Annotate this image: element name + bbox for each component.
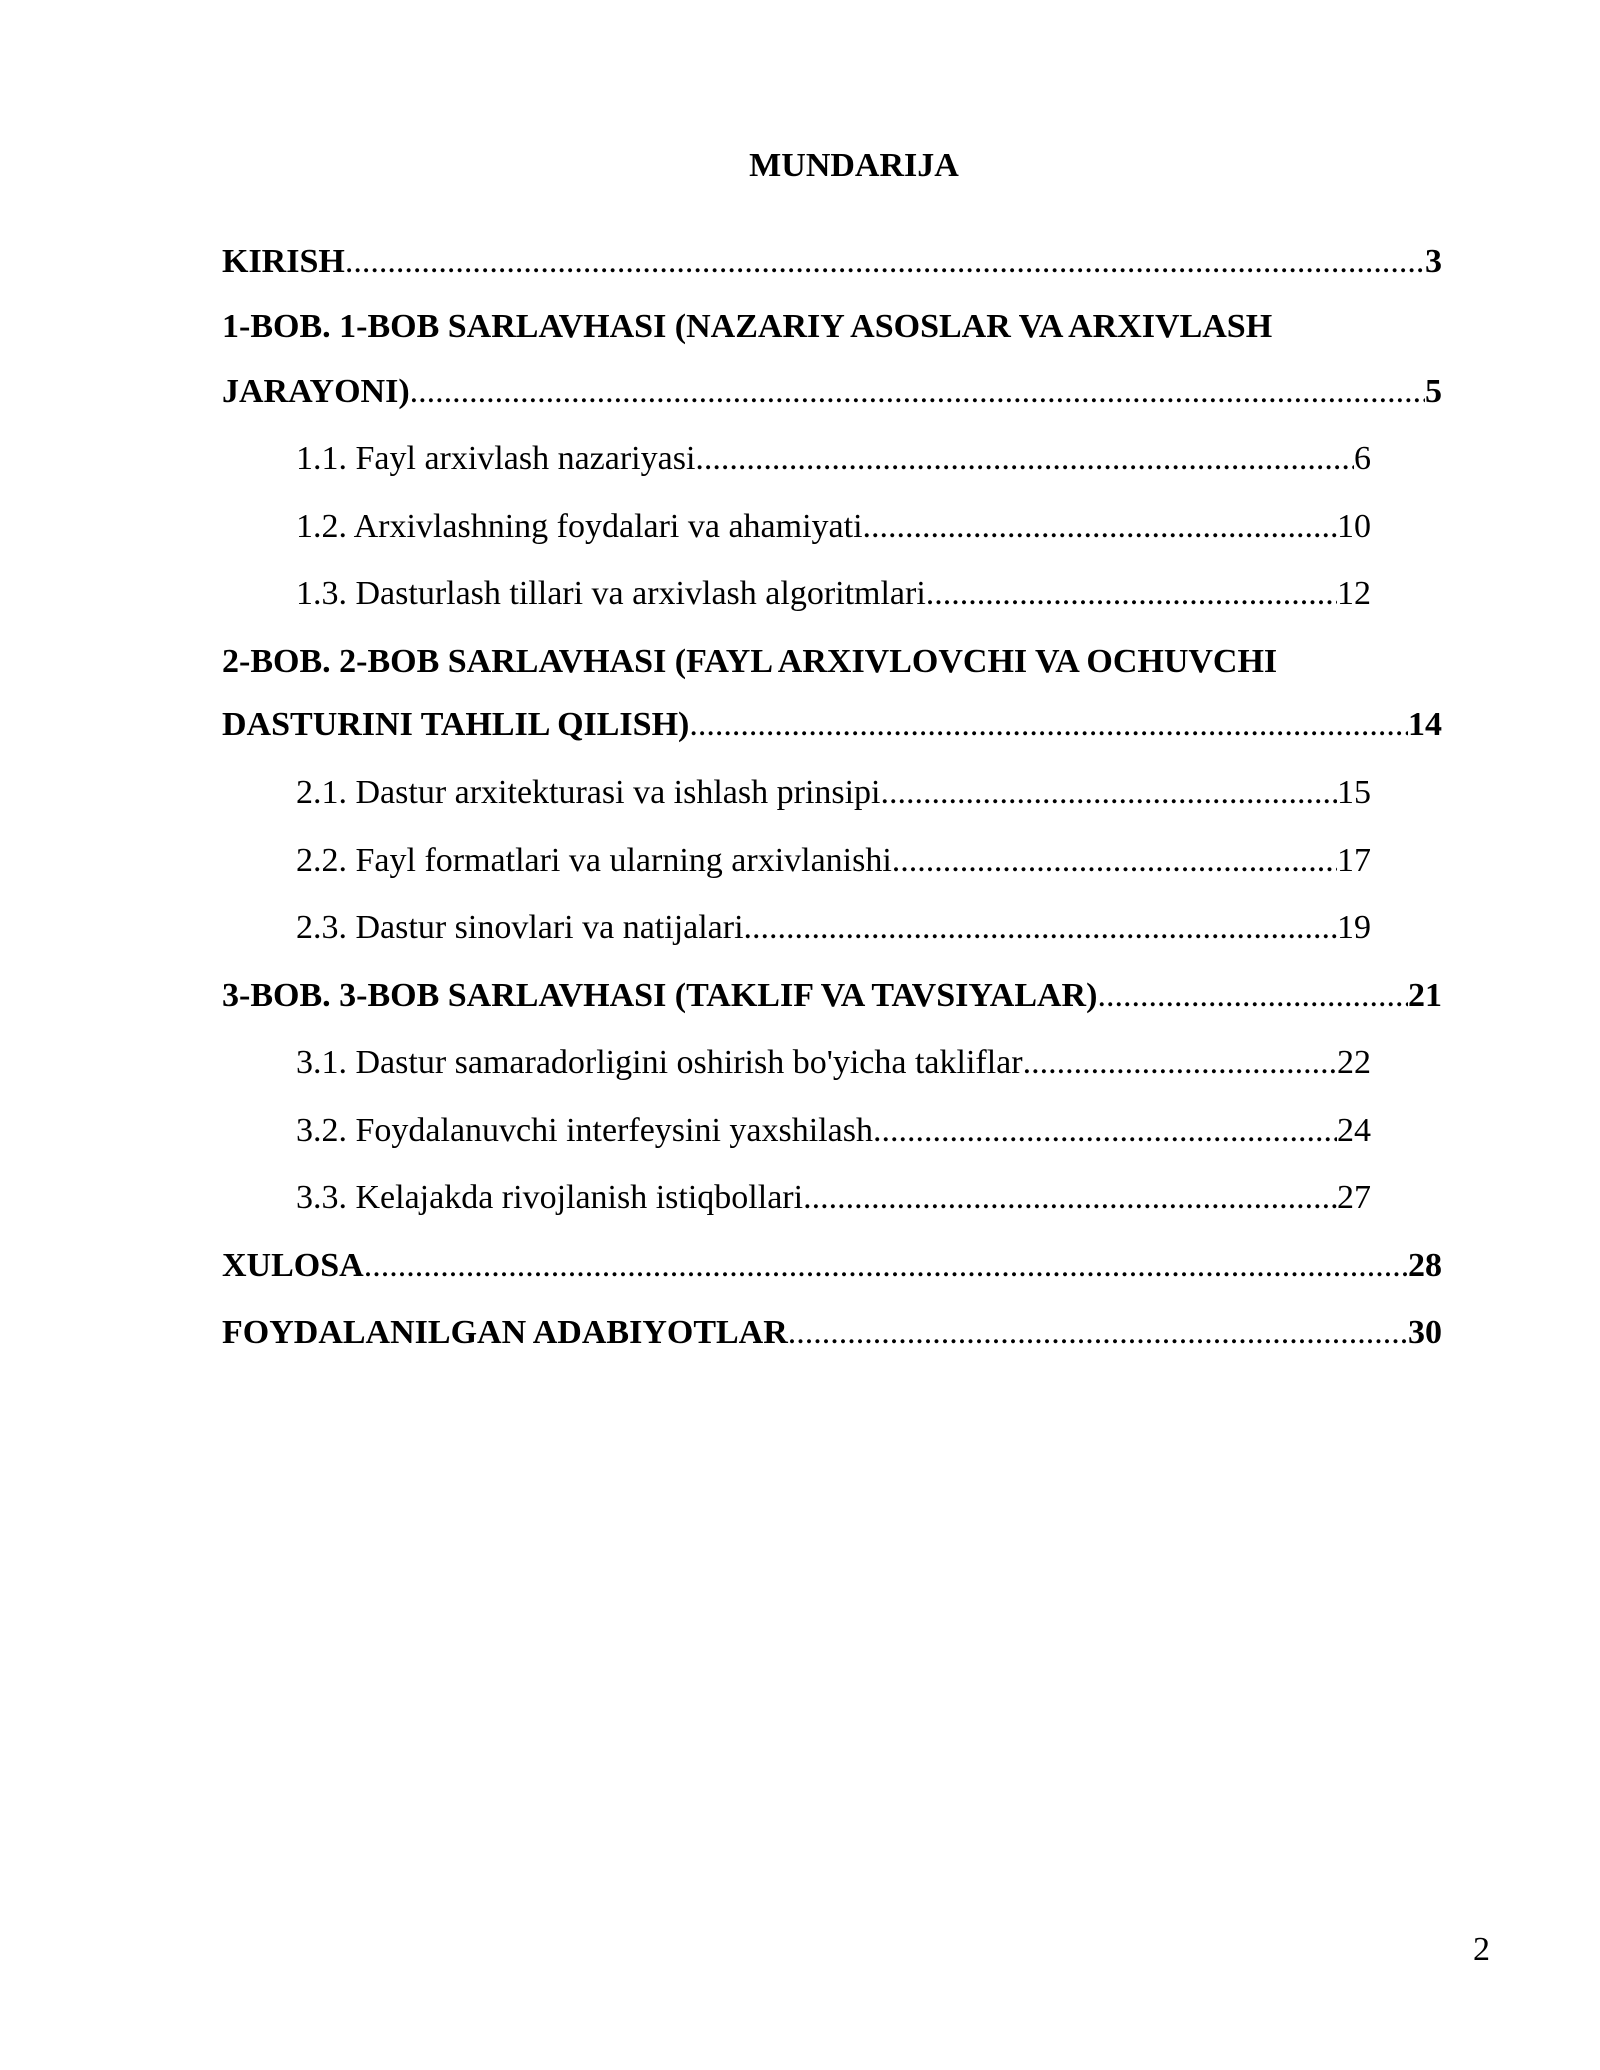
toc-entry-page: 12 bbox=[1337, 575, 1371, 612]
toc-entry-2-2[interactable] bbox=[296, 839, 1371, 883]
toc-entry-xulosa[interactable] bbox=[222, 1244, 1442, 1288]
toc-entry-page: 19 bbox=[1337, 909, 1371, 946]
toc-entry-page: 28 bbox=[1408, 1247, 1442, 1284]
dot-leader bbox=[926, 572, 1337, 616]
dot-leader bbox=[744, 906, 1337, 950]
dot-leader bbox=[345, 240, 1425, 284]
toc-entry-chapter-1-heading[interactable] bbox=[222, 305, 1442, 349]
toc-entry-page: 14 bbox=[1408, 706, 1442, 743]
toc-entry-page: 21 bbox=[1408, 977, 1442, 1014]
toc-entry-1-2[interactable] bbox=[296, 505, 1371, 549]
toc-entry-1-1[interactable] bbox=[296, 437, 1371, 481]
toc-entry-chapter-1[interactable] bbox=[222, 370, 1442, 414]
toc-entry-label: 2.3. Dastur sinovlari va natijalari bbox=[296, 909, 744, 946]
dot-leader bbox=[892, 839, 1337, 883]
toc-entry-page: 17 bbox=[1337, 842, 1371, 879]
dot-leader bbox=[881, 771, 1337, 815]
toc-entry-label: 2-BOB. 2-BOB SARLAVHASI (FAYL ARXIVLOVCHI VA OCHUVCHI bbox=[222, 643, 1278, 680]
toc-entry-page: 5 bbox=[1425, 373, 1442, 410]
toc-entry-label: KIRISH bbox=[222, 243, 345, 280]
toc-entry-label: 2.2. Fayl formatlari va ularning arxivlanishi bbox=[296, 842, 892, 879]
toc-entry-label: 3.2. Foydalanuvchi interfeysini yaxshilash bbox=[296, 1112, 873, 1149]
toc-entry-label: FOYDALANILGAN ADABIYOTLAR bbox=[222, 1314, 788, 1351]
page-title: MUNDARIJA bbox=[749, 147, 959, 184]
toc-entry-label: 3-BOB. 3-BOB SARLAVHASI (TAKLIF VA TAVSIYALAR) bbox=[222, 977, 1098, 1014]
toc-entry-label: JARAYONI) bbox=[222, 373, 410, 410]
toc-entry-chapter-3[interactable] bbox=[222, 974, 1442, 1018]
toc-entry-page: 6 bbox=[1354, 440, 1371, 477]
dot-leader bbox=[1023, 1041, 1337, 1085]
toc-entry-3-1[interactable] bbox=[296, 1041, 1371, 1085]
dot-leader bbox=[803, 1176, 1337, 1220]
toc-entry-page: 30 bbox=[1408, 1314, 1442, 1351]
dot-leader bbox=[863, 505, 1337, 549]
toc-entry-label: 1-BOB. 1-BOB SARLAVHASI (NAZARIY ASOSLAR VA ARXIVLASH bbox=[222, 308, 1273, 345]
toc-entry-page: 24 bbox=[1337, 1112, 1371, 1149]
toc-entry-label: 1.1. Fayl arxivlash nazariyasi bbox=[296, 440, 696, 477]
toc-entry-1-3[interactable] bbox=[296, 572, 1371, 616]
dot-leader bbox=[689, 703, 1408, 747]
toc-entry-3-2[interactable] bbox=[296, 1109, 1371, 1153]
toc-entry-label: 2.1. Dastur arxitekturasi va ishlash prinsipi bbox=[296, 774, 881, 811]
toc-entry-adabiyotlar[interactable] bbox=[222, 1311, 1442, 1355]
toc-entry-label: 1.2. Arxivlashning foydalari va ahamiyati bbox=[296, 508, 863, 545]
toc-entry-2-1[interactable] bbox=[296, 771, 1371, 815]
toc-entry-page: 10 bbox=[1337, 508, 1371, 545]
dot-leader bbox=[364, 1244, 1408, 1288]
dot-leader bbox=[1097, 974, 1408, 1018]
toc-entry-2-3[interactable] bbox=[296, 906, 1371, 950]
dot-leader bbox=[410, 370, 1425, 414]
toc-entry-page: 15 bbox=[1337, 774, 1371, 811]
dot-leader bbox=[788, 1311, 1408, 1355]
page-number: 2 bbox=[1473, 1931, 1490, 1968]
dot-leader bbox=[873, 1109, 1337, 1153]
dot-leader bbox=[695, 437, 1354, 481]
toc-entry-label: 1.3. Dasturlash tillari va arxivlash algoritmlari bbox=[296, 575, 926, 612]
toc-entry-label: DASTURINI TAHLIL QILISH) bbox=[222, 706, 690, 743]
toc-entry-chapter-2-heading[interactable] bbox=[222, 640, 1442, 684]
toc-entry-label: 3.3. Kelajakda rivojlanish istiqbollari bbox=[296, 1179, 804, 1216]
toc-entry-label: 3.1. Dastur samaradorligini oshirish bo'yicha takliflar bbox=[296, 1044, 1023, 1081]
toc-entry-page: 22 bbox=[1337, 1044, 1371, 1081]
toc-entry-label: XULOSA bbox=[222, 1247, 364, 1284]
toc-entry-chapter-2[interactable] bbox=[222, 703, 1442, 747]
toc-entry-3-3[interactable] bbox=[296, 1176, 1371, 1220]
toc-entry-kirish[interactable] bbox=[222, 240, 1442, 284]
toc-entry-page: 3 bbox=[1425, 243, 1442, 280]
toc-entry-page: 27 bbox=[1337, 1179, 1371, 1216]
